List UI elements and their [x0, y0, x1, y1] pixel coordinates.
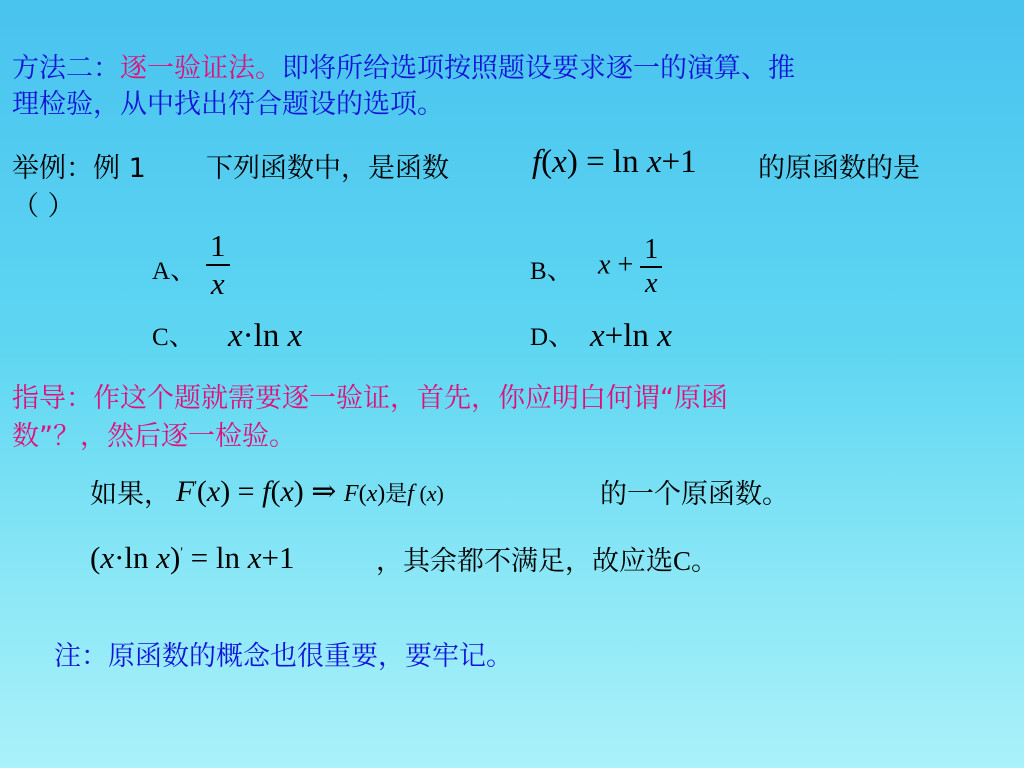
guidance-line-2: 数”？，然后逐一检验。 — [12, 421, 296, 452]
option-a — [152, 254, 197, 288]
method-name: 逐一验证法。 — [120, 53, 282, 84]
option-d-sep: 、 — [548, 321, 576, 352]
note: 注：原函数的概念也很重要，要牢记。 — [54, 641, 513, 672]
option-b-letter: B — [530, 258, 547, 285]
verification-text-body: ，其余都不满足，故应选 — [376, 546, 673, 577]
method-label: 方法二： — [12, 53, 120, 84]
option-a-expr: $\frac{1}{x}$ — [206, 228, 230, 302]
answer-blank: （ ） — [12, 191, 75, 222]
option-a-letter: A — [152, 258, 171, 285]
option-c — [152, 320, 196, 354]
method-desc-2: 理检验，从中找出符合题设的选项。 — [12, 89, 444, 120]
option-c-sep: 、 — [168, 321, 196, 352]
example-question-before: 下列函数中，是函数 — [206, 153, 449, 184]
option-b-sep: 、 — [546, 255, 574, 286]
option-d-expr: x+ln x — [590, 318, 672, 354]
verification-formula: (x·ln x)' = ln x+1 — [90, 540, 295, 575]
function-formula: f(x) = ln x+1 — [532, 144, 697, 180]
option-d-letter: D — [530, 324, 549, 351]
definition-suffix: 的一个原函数。 — [600, 479, 789, 510]
option-c-expr: x·ln x — [228, 318, 303, 354]
method-line-1 — [12, 52, 795, 86]
option-b-expr: x + $\frac{1}{x}$ — [598, 234, 662, 300]
method-desc-1: 即将所给选项按照题设要求逐一的演算、推 — [282, 53, 795, 84]
option-a-sep: 、 — [170, 255, 198, 286]
option-b — [530, 254, 574, 288]
verification-answer: C — [673, 546, 692, 576]
example-question-after: 的原函数的是 — [758, 153, 920, 184]
verification-end: 。 — [691, 546, 719, 577]
definition-prefix: 如果， — [90, 479, 171, 510]
option-d — [530, 320, 575, 354]
example-prefix: 举例：例 1 — [12, 153, 146, 184]
guidance-line-1: 指导：作这个题就需要逐一验证，首先，你应明白何谓“原函 — [12, 383, 728, 414]
verification-text — [376, 544, 718, 579]
option-c-letter: C — [152, 324, 169, 351]
definition-formula: F'(x) = f(x) ⇒ F(x)是f (x) — [176, 475, 444, 508]
